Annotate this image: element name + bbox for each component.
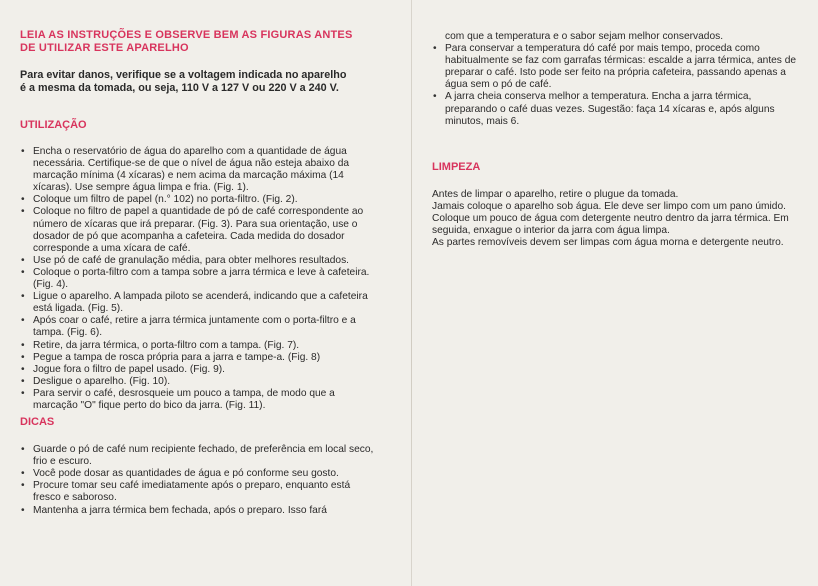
paragraph: As partes removíveis devem ser limpas com água morna e detergente neutro.	[432, 237, 784, 249]
list-item: • Você pode dosar as quantidades de água e pó conforme seu gosto.	[20, 468, 380, 480]
section-title-limpeza: LIMPEZA	[432, 160, 481, 173]
voltage-warning	[20, 69, 380, 95]
heading-line: LEIA AS INSTRUÇÕES E OBSERVE BEM AS FIGURAS ANTES	[20, 29, 353, 41]
list-item: • Após coar o café, retire a jarra térmica juntamente com o porta-filtro e a tampa. (Fig. 6).	[20, 315, 380, 339]
list-item: • Guarde o pó de café num recipiente fechado, de preferência em local seco, frio e escuro.	[20, 444, 380, 468]
paragraph: Coloque um pouco de água com detergente neutro dentro da jarra térmica. Em seguida, enxague o interior da jarra com água limpa.	[432, 212, 789, 237]
list-item: • Para conservar a temperatura dó café por mais tempo, proceda como habitualmente se faz com garrafas térmicas: escalde a jarra térmica, antes de preparar o café. Isto pode ser feito na própria cafeteira, passando apenas a água sem o pó de café.	[432, 43, 804, 91]
list-item: • Desligue o aparelho. (Fig. 10).	[20, 376, 380, 388]
list-item: • A jarra cheia conserva melhor a temperatura. Encha a jarra térmica, preparando o café duas vezes. Sugestão: faça 14 xícaras e, após alguns minutos, mais 6.	[432, 91, 804, 127]
warning-line: Para evitar danos, verifique se a voltagem indicada no aparelho	[20, 69, 347, 81]
list-item: • Retire, da jarra térmica, o porta-filtro com a tampa. (Fig. 7).	[20, 340, 380, 352]
list-item: • Mantenha a jarra térmica bem fechada, após o preparo. Isso fará	[20, 505, 380, 517]
list-item: • Coloque um filtro de papel (n.° 102) no porta-filtro. (Fig. 2).	[20, 194, 380, 206]
left-column	[20, 29, 380, 517]
right-column	[432, 31, 804, 249]
list-item: • Coloque o porta-filtro com a tampa sobre a jarra térmica e leve à cafeteira. (Fig. 4).	[20, 267, 380, 291]
list-item: • Pegue a tampa de rosca própria para a jarra e tampe-a. (Fig. 8)	[20, 352, 380, 364]
continued-text: com que a temperatura e o sabor sejam melhor conservados.	[445, 31, 724, 42]
paragraph: Jamais coloque o aparelho sob água. Ele deve ser limpo com um pano úmido.	[432, 200, 786, 212]
list-item: • Coloque no filtro de papel a quantidade de pó de café correspondente ao número de xícaras que irá preparar. (Fig. 3). Para sua orientação, use o dosador de pó que acompanha a cafeteira. Cada medida do dosador corresponde a uma xícara de café.	[20, 206, 380, 254]
utilizacao-list	[20, 146, 380, 412]
warning-line: é a mesma da tomada, ou seja, 110 V a 127 V ou 220 V a 240 V.	[20, 82, 339, 94]
section-title-dicas: DICAS	[20, 416, 55, 429]
paragraph: Antes de limpar o aparelho, retire o plugue da tomada.	[432, 188, 679, 200]
page-fold	[411, 0, 412, 586]
list-item: • Jogue fora o filtro de papel usado. (Fig. 9).	[20, 364, 380, 376]
list-item: • Procure tomar seu café imediatamente após o preparo, enquanto está fresco e saboroso.	[20, 480, 380, 504]
list-item: • Ligue o aparelho. A lampada piloto se acenderá, indicando que a cafeteira está ligada. (Fig. 5).	[20, 291, 380, 315]
limpeza-body	[432, 189, 804, 249]
section-title-utilizacao: UTILIZAÇÃO	[20, 119, 87, 131]
dicas-list-continued	[432, 43, 804, 128]
dicas-list	[20, 444, 380, 517]
list-item: • Use pó de café de granulação média, para obter melhores resultados.	[20, 255, 380, 267]
heading-line: DE UTILIZAR ESTE APARELHO	[20, 41, 189, 54]
instructions-heading	[20, 29, 380, 54]
list-item: • Encha o reservatório de água do aparelho com a quantidade de água necessária. Certifique-se de que o nível de água não esteja abaixo da marcação mínima (4 xícaras) e nem acima da marcação máxima (14 xícaras). Use sempre água limpa e fria. (Fig. 1).	[20, 146, 380, 194]
list-item: • Para servir o café, desrosqueie um pouco a tampa, de modo que a marcação "O" fique perto do bico da jarra. (Fig. 11).	[20, 388, 380, 412]
